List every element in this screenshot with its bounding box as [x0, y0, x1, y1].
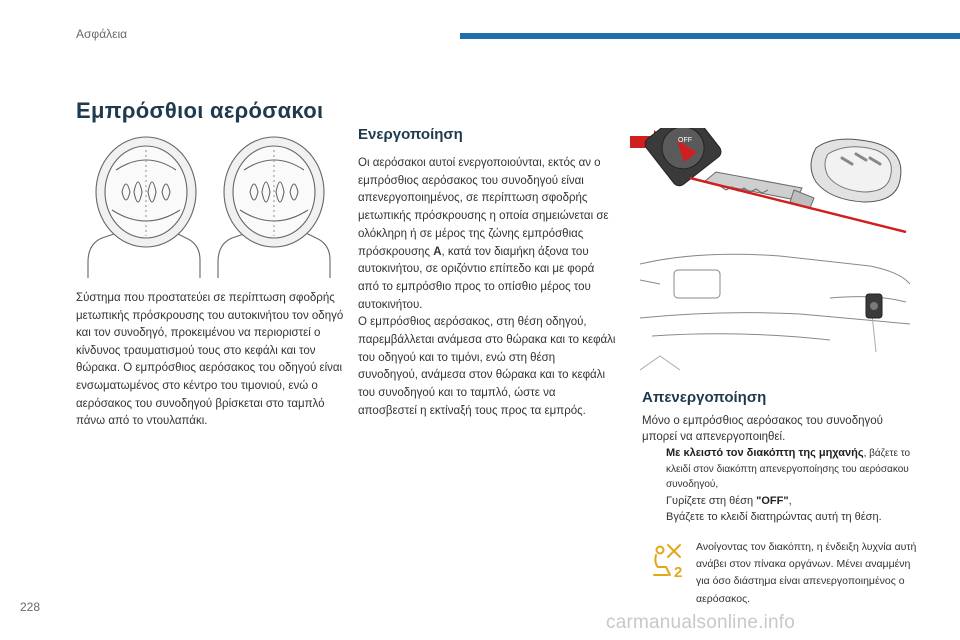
switch-off-label: OFF — [678, 137, 692, 144]
step1-bold: Με κλειστό τον διακόπτη της μηχανής — [666, 447, 864, 459]
activation-text-part1: Οι αερόσακοι αυτοί ενεργοποιούνται, εκτός αν ο εμπρόσθιος αερόσακος του συνοδηγού είναι απενεργοποιημένος, σε περίπτωση σφοδρής μετωπικής πρόσκρουσης η οποία σημειώνεται σε ολόκληρη ή σε μέρος της ζώνης εμπρόσθιας πρόσκρουσης — [358, 157, 609, 258]
deactivation-heading: Απενεργοποίηση — [642, 389, 767, 406]
page-title: Εμπρόσθιοι αερόσακοι — [76, 98, 324, 123]
intro-text: Σύστημα που προστατεύει σε περίπτωση σφοδρής μετωπικής πρόσκρουσης του αυτοκινήτου τον οδηγό και τον συνοδηγό, προκειμένου να περιοριστεί ο κίνδυνος τραυματισμού τους στο κεφάλι και τον θώρακα. Ο εμπρόσθιος αερόσακος του οδηγού είναι ενσωματωμένος στο κέντρο του τιμονιού, ενώ ο αερόσακος του συνοδηγού βρίσκεται στο ταμπλό πάνω από το ντουλαπάκι. — [76, 292, 344, 428]
step2-text-after: , — [788, 494, 792, 507]
activation-heading: Ενεργοποίηση — [358, 126, 463, 143]
activation-text-part2: , κατά τον διαμήκη άξονα του αυτοκινήτου, σε οριζόντιο επίπεδο και με φορά από το εμπρόσθιο προς το οπίσθιο μέρος του αυτοκινήτου. — [358, 245, 595, 311]
zone-label: A — [433, 245, 442, 258]
step2-text-before: Γυρίζετε στη θέση — [666, 494, 757, 507]
dashboard-illustration — [640, 240, 910, 375]
deactivation-intro: Μόνο ο εμπρόσθιος αερόσακος του συνοδηγού μπορεί να απενεργοποιηθεί. — [642, 415, 883, 443]
deactivation-steps — [642, 446, 914, 527]
key-switch-illustration — [620, 128, 910, 233]
step2-bold: "OFF" — [756, 494, 789, 507]
airbag-illustration — [82, 132, 338, 278]
switch-on-label: ON — [643, 165, 654, 172]
activation-text-2: Ο εμπρόσθιος αερόσακος, στη θέση οδηγού, παρεμβάλλεται ανάμεσα στο θώρακα και το κεφάλι του οδηγού και το τιμόνι, ενώ στη θέση συνοδηγού, ανάμεσα στον θώρακα και το κεφάλι του συνοδηγού και το ταμπλό, ώστε να αποσβεστεί η εκτίναξή τους προς τα εμπρός. — [358, 316, 616, 417]
warning-text: Ανοίγοντας τον διακόπτη, η ένδειξη λυχνία αυτή ανάβει στον πίνακα οργάνων. Μένει αναμμένη για όσο διάστημα είναι απενεργοποιημένος ο αερόσακος. — [696, 541, 917, 605]
step3-text: Βγάζετε το κλειδί διατηρώντας αυτή τη θέση. — [666, 511, 882, 523]
page-number: 228 — [20, 600, 41, 614]
step-item — [642, 510, 914, 526]
section-label: Ασφάλεια — [76, 27, 128, 41]
activation-text — [358, 155, 616, 421]
warning-icon-number: 2 — [674, 564, 683, 579]
header-rule — [460, 33, 960, 39]
step-item — [642, 494, 914, 510]
step-item — [642, 446, 914, 493]
watermark: carmanualsonline.info — [606, 612, 796, 633]
step1-text: , βάζετε το κλειδί στον διακόπτη απενεργοποίησης του αερόσακου συνοδηγού, — [666, 448, 911, 490]
passenger-airbag-warning-icon — [650, 543, 686, 579]
